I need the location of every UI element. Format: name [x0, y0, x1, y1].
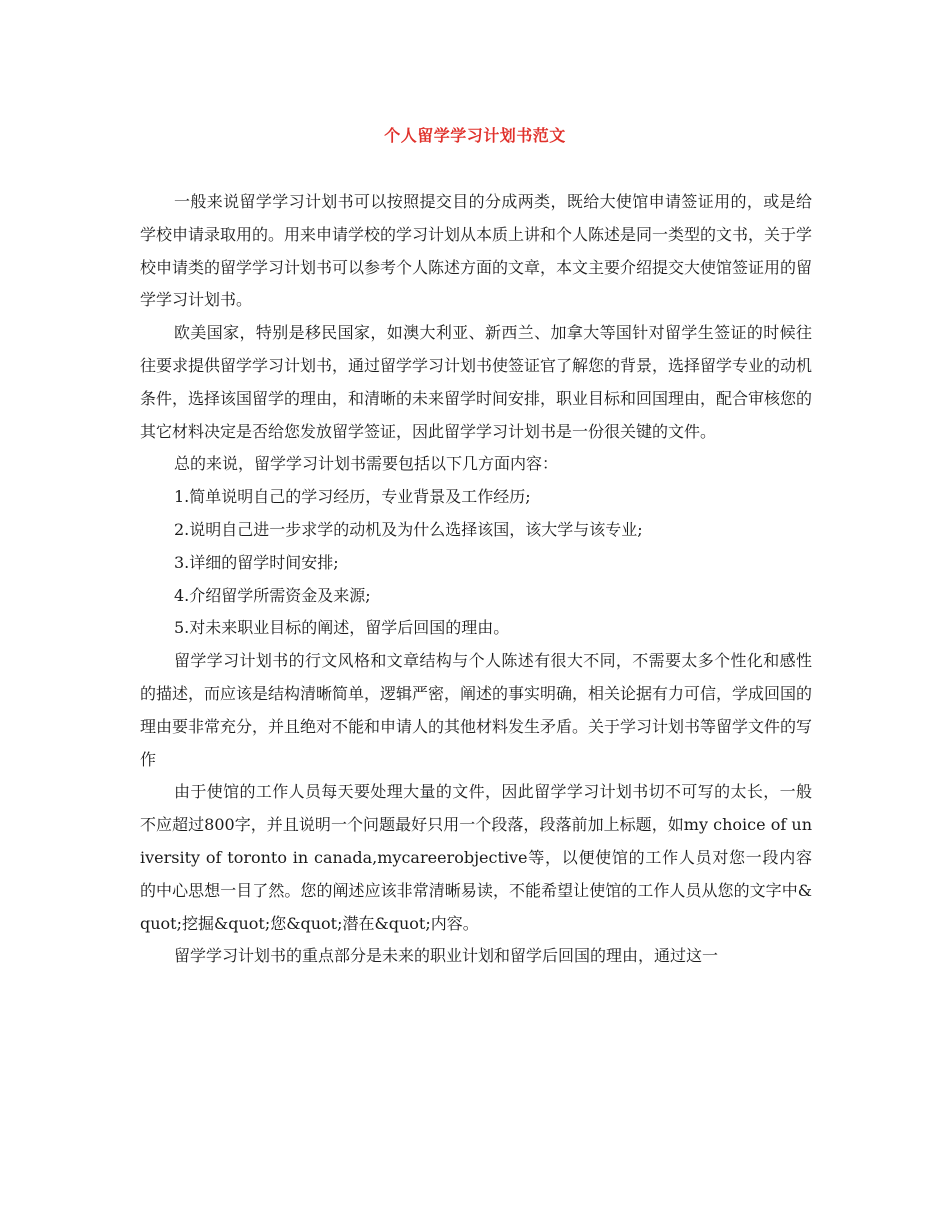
paragraph-summary: 总的来说，留学学习计划书需要包括以下几方面内容： — [174, 454, 559, 474]
paragraph-style: 留学学习计划书的行文风格和文章结构与个人陈述有很大不同，不需要太多个性化和感性的描述，而应该是结构清晰简单，逻辑严密，阐述的事实明确，相关论据有力可信，学成回国的理由要非常充分，并且绝对不能和申请人的其他材料发生矛盾。关于学习计划书等留学文件的写作 — [140, 651, 813, 769]
list-item-1: 1.简单说明自己的学习经历，专业背景及工作经历; — [174, 487, 531, 507]
list-item-4: 4.介绍留学所需资金及来源; — [174, 585, 371, 605]
document-body — [140, 186, 812, 973]
paragraph-countries: 欧美国家，特别是移民国家，如澳大利亚、新西兰、加拿大等国针对留学生签证的时候往往要求提供留学学习计划书，通过留学学习计划书使签证官了解您的背景，选择留学专业的动机条件，选择该国留学的理由，和清晰的未来留学时间安排，职业目标和回国理由，配合审核您的其它材料决定是否给您发放留学签证，因此留学学习计划书是一份很关键的文件。 — [140, 323, 813, 441]
list-item-2: 2.说明自己进一步求学的动机及为什么选择该国，该大学与该专业; — [174, 519, 643, 539]
paragraph-focus: 留学学习计划书的重点部分是未来的职业计划和留学后回国的理由，通过这一 — [174, 946, 719, 966]
list-item-5: 5.对未来职业目标的阐述，留学后回国的理由。 — [174, 618, 510, 638]
paragraph-length: 由于使馆的工作人员每天要处理大量的文件，因此留学学习计划书切不可写的太长，一般不应超过800字，并且说明一个问题最好只用一个段落，段落前加上标题，如my choice of university of toronto in canada,mycareerobjective等，以便使馆的工作人员对您一段内容的中心思想一目了然。您的阐述应该非常清晰易读，不能希望让使馆的工作人员从您的文字中&quot;挖掘&quot;您&quot;潜在&quot;内容。 — [140, 782, 812, 933]
paragraph-intro: 一般来说留学学习计划书可以按照提交目的分成两类，既给大使馆申请签证用的，或是给学校申请录取用的。用来申请学校的学习计划从本质上讲和个人陈述是同一类型的文书，关于学校申请类的留学学习计划书可以参考个人陈述方面的文章，本文主要介绍提交大使馆签证用的留学学习计划书。 — [140, 192, 813, 310]
document-title: 个人留学学习计划书范文 — [384, 126, 566, 145]
list-item-3: 3.详细的留学时间安排; — [174, 552, 339, 572]
